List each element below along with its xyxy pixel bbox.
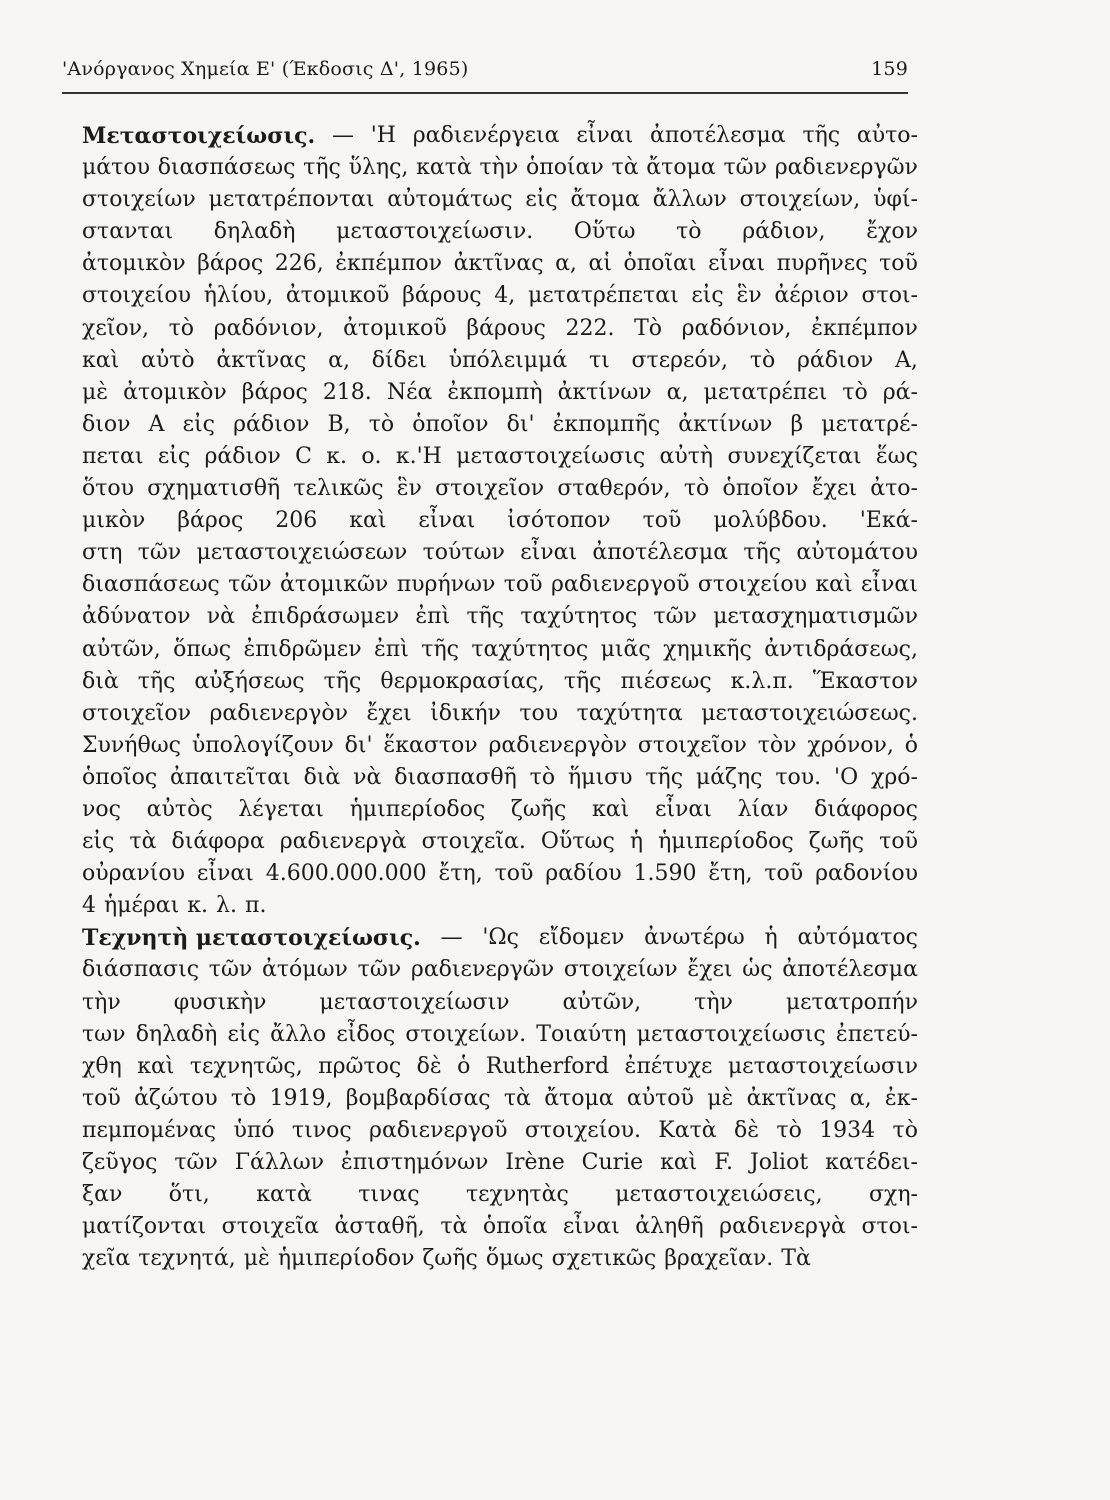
- text-line: ἀδύνατον νὰ ἐπιδράσωμεν ἐπὶ τῆς ταχύτητος τῶν μετασχηματισμῶν: [82, 604, 918, 630]
- text-line: ἀτομικὸν βάρος 226, ἐκπέμπον ἀκτῖνας α, αἱ ὁποῖαι εἶναι πυρῆνες τοῦ: [82, 251, 918, 277]
- text-line: διὰ τῆς αὐξήσεως τῆς θερμοκρασίας, τῆς πιέσεως κ.λ.π. Ἕκαστον: [82, 668, 918, 694]
- text-line: ζεῦγος τῶν Γάλλων ἐπιστημόνων Irène Curie καὶ F. Joliot κατέδει-: [82, 1150, 918, 1175]
- text-line: Συνήθως ὑπολογίζουν δι' ἕκαστον ραδιενεργὸν στοιχεῖον τὸν χρόνον, ὁ: [82, 732, 918, 758]
- text-line: χεῖα τεχνητά, μὲ ἡμιπερίοδον ζωῆς ὅμως σχετικῶς βραχεῖαν. Τὰ: [82, 1246, 811, 1272]
- text-line: εἰς τὰ διάφορα ραδιενεργὰ στοιχεῖα. Οὕτως ἡ ἡμιπερίοδος ζωῆς τοῦ: [82, 829, 918, 855]
- text-line: ματίζονται στοιχεῖα ἀσταθῆ, τὰ ὁποῖα εἶναι ἀληθῆ ραδιενεργὰ στοι-: [82, 1214, 918, 1240]
- text-line: διασπάσεως τῶν ἀτομικῶν πυρήνων τοῦ ραδιενεργοῦ στοιχείου καὶ εἶναι: [82, 572, 918, 598]
- text-line: πεμπομένας ὑπό τινος ραδιενεργοῦ στοιχείου. Κατὰ δὲ τὸ 1934 τὸ: [82, 1117, 918, 1143]
- text-line: 4 ἡμέραι κ. λ. π.: [82, 893, 267, 919]
- section-metastoicheiosis: [82, 120, 918, 922]
- text-line: αὐτῶν, ὅπως ἐπιδρῶμεν ἐπὶ τῆς ταχύτητος μιᾶς χημικῆς ἀντιδράσεως,: [82, 636, 918, 662]
- text-line: ὁποῖος ἀπαιτεῖται διὰ νὰ διασπασθῆ τὸ ἥμισυ τῆς μάζης του. 'Ο χρό-: [82, 764, 918, 790]
- text-line: διάσπασις τῶν ἀτόμων τῶν ραδιενεργῶν στοιχείων ἔχει ὡς ἀποτέλεσμα: [82, 957, 918, 983]
- running-title: 'Ανόργανος Χημεία Ε' (Έκδοσις Δ', 1965): [62, 58, 469, 80]
- text-line: οὐρανίου εἶναι 4.600.000.000 ἔτη, τοῦ ραδίου 1.590 ἔτη, τοῦ ραδονίου: [82, 861, 918, 887]
- text-line: ξαν ὅτι, κατὰ τινας τεχνητὰς μεταστοιχειώσεις, σχη-: [82, 1182, 918, 1208]
- text-line: στανται δηλαδὴ μεταστοιχείωσιν. Οὕτω τὸ ράδιον, ἔχον: [82, 219, 918, 245]
- text-line: ὅτου σχηματισθῆ τελικῶς ἓν στοιχεῖον σταθερόν, τὸ ὁποῖον ἔχει ἀτο-: [82, 476, 918, 502]
- text-line: Μεταστοιχείωσις. — 'Η ραδιενέργεια εἶναι ἀποτέλεσμα τῆς αὐτο-: [82, 120, 918, 152]
- text-line: μὲ ἀτομικὸν βάρος 218. Νέα ἐκπομπὴ ἀκτίνων α, μετατρέπει τὸ ρά-: [82, 379, 918, 405]
- section-technete-metastoicheiosis: [82, 922, 918, 1275]
- header-rule: [62, 92, 908, 94]
- section-heading: Μεταστοιχείωσις.: [82, 123, 316, 149]
- text-line: στη τῶν μεταστοιχειώσεων τούτων εἶναι ἀποτέλεσμα τῆς αὐτομάτου: [82, 540, 918, 566]
- text-line: χεῖον, τὸ ραδόνιον, ἀτομικοῦ βάρους 222. Τὸ ραδόνιον, ἐκπέμπον: [82, 315, 918, 341]
- page-number: 159: [871, 58, 908, 80]
- page-body: [82, 120, 918, 1275]
- text-line: στοιχείου ἡλίου, ἀτομικοῦ βάρους 4, μετατρέπεται εἰς ἓν ἀέριον στοι-: [82, 283, 918, 309]
- text-line: των δηλαδὴ εἰς ἄλλο εἶδος στοιχείων. Τοιαύτη μεταστοιχείωσις ἐπετεύ-: [82, 1021, 918, 1047]
- text-line: στοιχεῖον ραδιενεργὸν ἔχει ἰδικήν του ταχύτητα μεταστοιχειώσεως.: [82, 700, 918, 726]
- text-line: καὶ αὐτὸ ἀκτῖνας α, δίδει ὑπόλειμμά τι στερεόν, τὸ ράδιον Α,: [82, 347, 918, 373]
- text-line: χθη καὶ τεχνητῶς, πρῶτος δὲ ὁ Rutherford ἐπέτυχε μεταστοιχείωσιν: [82, 1053, 918, 1079]
- text-line: τὴν φυσικὴν μεταστοιχείωσιν αὐτῶν, τὴν μετατροπήν: [82, 989, 918, 1015]
- text-line: Τεχνητὴ μεταστοιχείωσις. — 'Ως εἴδομεν ἀνωτέρω ἡ αὐτόματος: [82, 922, 918, 954]
- text-line: στοιχείων μετατρέπονται αὐτομάτως εἰς ἄτομα ἄλλων στοιχείων, ὑφί-: [82, 187, 918, 213]
- text-line: μικὸν βάρος 206 καὶ εἶναι ἰσότοπον τοῦ μολύβδου. 'Εκά-: [82, 508, 918, 534]
- text-line: νος αὐτὸς λέγεται ἡμιπερίοδος ζωῆς καὶ εἶναι λίαν διάφορος: [82, 796, 918, 822]
- section-heading: Τεχνητὴ μεταστοιχείωσις.: [82, 925, 421, 952]
- text-line: πεται εἰς ράδιον C κ. ο. κ.'Η μεταστοιχείωσις αὐτὴ συνεχίζεται ἕως: [82, 443, 918, 469]
- text-line: τοῦ ἀζώτου τὸ 1919, βομβαρδίσας τὰ ἄτομα αὐτοῦ μὲ ἀκτῖνας α, ἐκ-: [82, 1085, 918, 1111]
- text-line: μάτου διασπάσεως τῆς ὕλης, κατὰ τὴν ὁποίαν τὰ ἄτομα τῶν ραδιενεργῶν: [82, 155, 918, 181]
- text-line: διον Α εἰς ράδιον Β, τὸ ὁποῖον δι' ἐκπομπῆς ἀκτίνων β μετατρέ-: [82, 411, 918, 437]
- running-header: [62, 58, 908, 80]
